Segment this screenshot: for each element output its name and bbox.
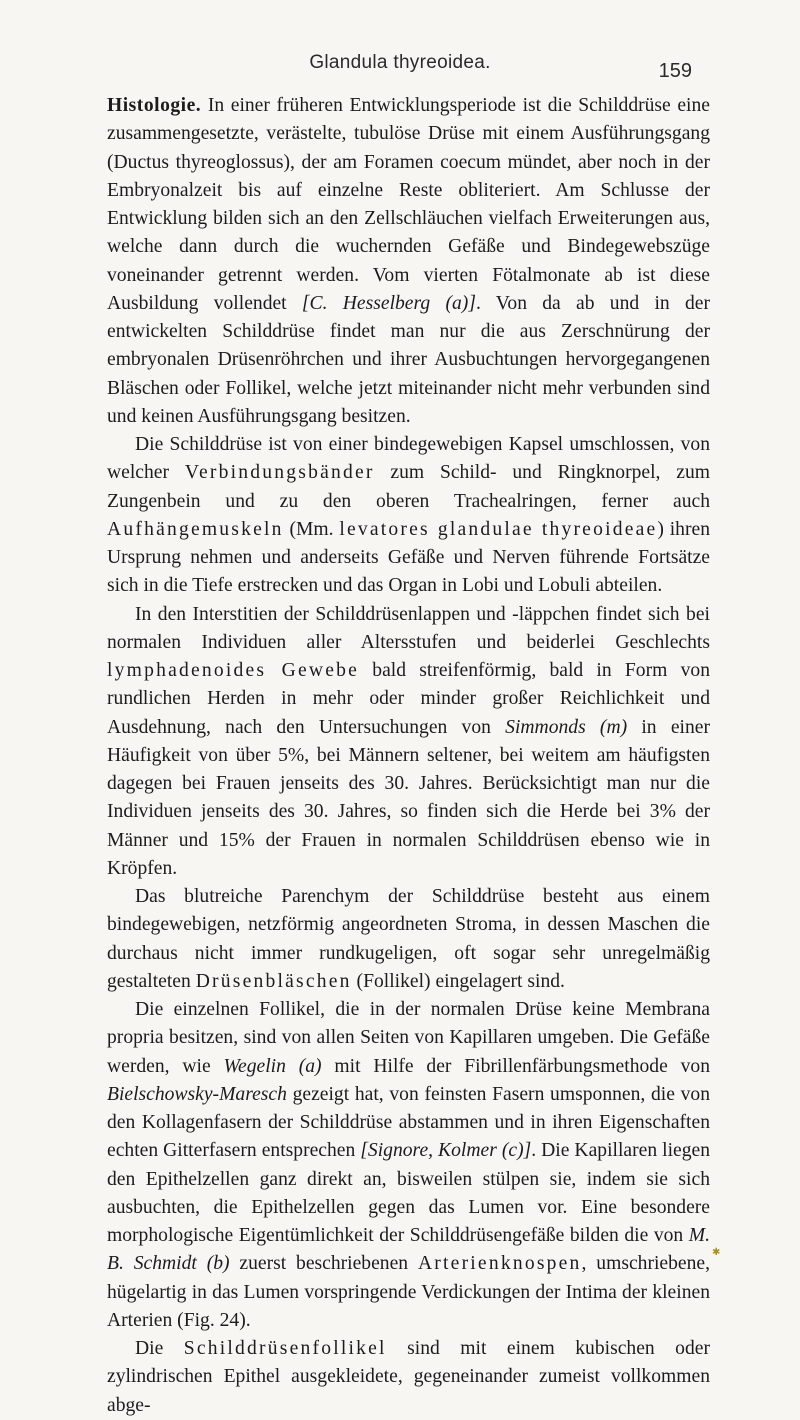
text-run-sp: levatores glandulae thyreoideae	[339, 518, 658, 540]
running-head-title: Glandula thyreoidea.	[309, 52, 491, 73]
text-run: In einer früheren Entwicklungsperiode ist die Schilddrüse eine zusammengesetzte, verästelte, tubulöse Drüse mit einem Ausführungsgang (Ductus thyreoglossus), der am Foramen coecum mündet, aber noch in der Embryonalzeit bis auf einzelne Reste obliteriert. Am Schlusse der Entwicklung bilden sich an den Zellschläuchen vielfach Erweiterungen aus, welche dann durch die wuchernden Gefäße und Bindegewebszüge voneinander getrennt werden. Vom vierten Fötalmonate ab ist diese Ausbildung vollendet	[107, 95, 710, 314]
paragraph-histologie	[107, 92, 710, 431]
text-run: , umschriebene, hügelartig in das Lumen vorspringende Verdickungen der Intima der kleinen Arterien (Fig. 24).	[107, 1253, 711, 1331]
text-run-sp: lymphadenoides Gewebe	[107, 660, 360, 681]
stray-star-mark: ✱	[712, 1247, 721, 1258]
text-run-sp: Drüsenbläschen	[195, 970, 352, 992]
text-run-heading: Histologie.	[107, 95, 202, 116]
text-run-sp: Verbindungsbänder	[184, 462, 375, 484]
text-run: Die	[135, 1338, 184, 1359]
text-run: bald streifenförmig, bald in Form von rundlichen Herden in mehr oder minder großer Reichlichkeit und Ausdehnung, nach den Untersuchungen von	[107, 660, 710, 738]
text-run: (Mm.	[283, 518, 340, 540]
text-run-sp: Arterienknospen	[417, 1253, 582, 1275]
paragraph-follikel-gefaesse	[107, 996, 710, 1335]
paragraph-schilddruesenfollikel	[107, 1335, 710, 1420]
text-run: mit Hilfe der Fibrillenfärbungsmethode von	[321, 1055, 710, 1077]
text-run-it: Wegelin (a)	[223, 1055, 322, 1077]
text-run: (Follikel) eingelagert sind.	[351, 970, 565, 992]
text-run: Das blutreiche Parenchym der Schilddrüse besteht aus einem bindegewebigen, netzförmig angeordneten Stroma, in dessen Maschen die durchaus nicht immer rundkugeligen, oft sogar sehr unregelmäßig gestalteten	[107, 886, 710, 992]
text-run-it: M. B. Schmidt (b)	[107, 1225, 710, 1275]
text-run: sind mit einem kubischen oder zylindrischen Epithel ausgekleidete, gegeneinander zumeist vollkommen abge-	[107, 1338, 710, 1416]
paragraph-lymphadenoides	[107, 601, 710, 884]
text-run: in einer Häufigkeit von über 5%, bei Männern seltener, bei weitem am häufigsten dagegen bei Frauen jenseits des 30. Jahres. Berücksichtigt man nur die Individuen jenseits des 30. Jahres, so finden sich die Herde bei 3% der Männer und 15% der Frauen in normalen Schilddrüsen ebenso wie in Kröpfen.	[107, 716, 710, 879]
paragraph-kapsel	[107, 431, 710, 601]
running-head	[0, 52, 800, 82]
text-run: In den Interstitien der Schilddrüsenlappen und -läppchen findet sich bei normalen Individuen aller Altersstufen und beiderlei Geschlechts	[107, 603, 710, 653]
text-run: Die einzelnen Follikel, die in der normalen Drüse keine Membrana propria besitzen, sind von allen Seiten von Kapillaren umgeben. Die Gefäße werden, wie	[107, 999, 710, 1077]
text-run-it: [C. Hesselberg (a)]	[301, 292, 476, 314]
page-number: 159	[658, 60, 692, 82]
text-run: Die Schilddrüse ist von einer bindegewebigen Kapsel umschlossen, von welcher	[107, 434, 710, 484]
text-run-it: Simmonds (m)	[505, 716, 628, 738]
text-run: . Die Kapillaren liegen den Epithelzellen ganz direkt an, bisweilen stülpen sie, indem sie sich ausbuchten, die Epithelzellen gegen das Lumen vor. Eine besondere morphologische Eigentümlichkeit der Schilddrüsengefäße bilden die von	[107, 1140, 710, 1246]
text-run-it: Bielschowsky-Maresch	[107, 1083, 287, 1105]
paragraph-parenchym	[107, 883, 710, 996]
text-run-sp: Aufhängemuskeln	[107, 518, 284, 540]
text-run: zuerst beschriebenen	[229, 1253, 418, 1275]
text-run-sp: Schilddrüsenfollikel	[183, 1338, 387, 1359]
text-run-it: [Signore, Kolmer (c)]	[360, 1140, 532, 1162]
body-text	[107, 92, 710, 1420]
text-run: zum Schild- und Ringknorpel, zum Zungenbein und zu den oberen Trachealringen, ferner auch	[107, 462, 710, 512]
text-run: ) ihren Ursprung nehmen und anderseits Gefäße und Nerven führende Fortsätze sich in die Tiefe erstrecken und das Organ in Lobi und Lobuli abteilen.	[107, 518, 711, 597]
text-run: gezeigt hat, von feinsten Fasern umsponnen, die von den Kollagenfasern der Schilddrüse abstammen und in ihren Eigenschaften echten Gitterfasern entsprechen	[107, 1083, 710, 1162]
text-run: . Von da ab und in der entwickelten Schilddrüse findet man nur die aus Zerschnürung der embryonalen Drüsenröhrchen und ihrer Ausbuchtungen hervorgegangenen Bläschen oder Follikel, welche jetzt miteinander nicht mehr verbunden sind und keinen Ausführungsgang besitzen.	[107, 292, 710, 427]
